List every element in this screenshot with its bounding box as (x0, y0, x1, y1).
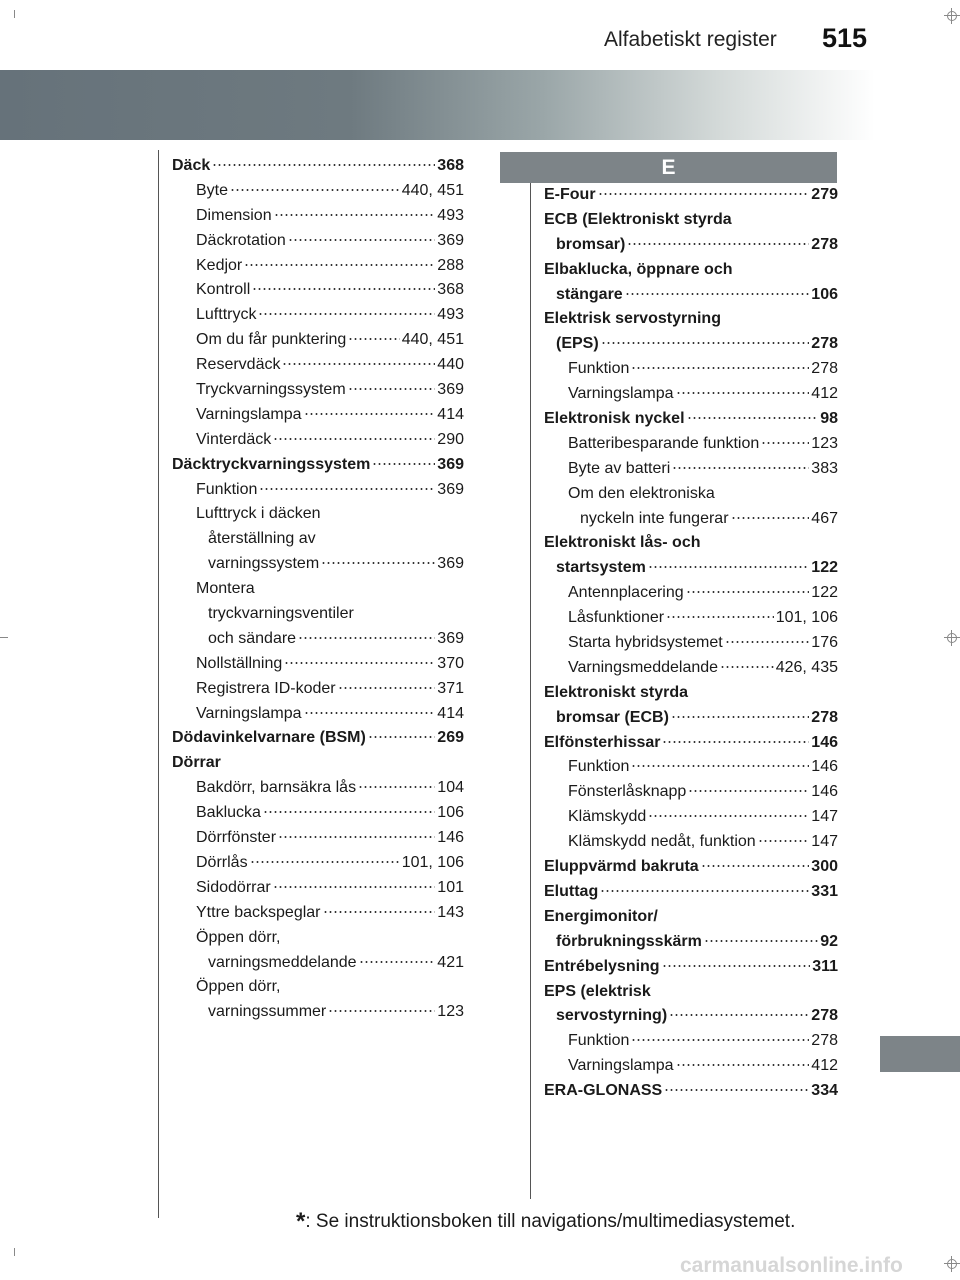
dot-leader (686, 583, 810, 597)
index-entry (172, 702, 464, 727)
index-entry-page: 493 (437, 306, 464, 324)
dot-leader (662, 957, 811, 971)
index-entry (172, 951, 464, 976)
dot-leader (359, 953, 436, 967)
dot-leader (230, 181, 400, 195)
index-entry-label: EPS (elektrisk (544, 982, 651, 1000)
dot-leader (338, 679, 436, 693)
footnote-star: * (296, 1208, 306, 1235)
dot-leader (701, 857, 810, 871)
index-entry (544, 1029, 838, 1054)
index-entry (172, 851, 464, 876)
index-entry (172, 328, 464, 353)
dot-leader (598, 185, 810, 199)
index-entry-label: Kontroll (196, 281, 251, 299)
index-entry-page: 146 (437, 829, 464, 847)
dot-leader (263, 803, 435, 817)
dot-leader (648, 807, 809, 821)
index-entry (172, 751, 464, 776)
index-entry-page: 371 (437, 679, 464, 697)
index-entry-page: 98 (820, 410, 838, 428)
index-entry (544, 556, 838, 581)
index-entry-page: 368 (437, 281, 464, 299)
index-entry-page: 278 (811, 1007, 838, 1025)
index-entry (172, 926, 464, 951)
index-entry (544, 208, 838, 233)
crop-mark-icon (0, 637, 8, 638)
index-entry (172, 204, 464, 229)
dot-leader (631, 359, 809, 373)
dot-leader (273, 878, 436, 892)
index-entry (172, 577, 464, 602)
dot-leader (720, 658, 774, 672)
index-entry-page: 101, 106 (401, 853, 464, 871)
index-entry-page: 123 (811, 434, 838, 452)
dot-leader (704, 932, 818, 946)
index-entry-label: Lufttryck i däcken (196, 505, 321, 523)
index-entry-page: 440, 451 (401, 181, 464, 199)
index-entry-page: 278 (811, 235, 838, 253)
index-entry (172, 726, 464, 751)
index-entry-label: Energimonitor/ (544, 907, 658, 925)
index-entry-label: Varningslampa (568, 385, 674, 403)
index-entry (172, 428, 464, 453)
index-entry (544, 656, 838, 681)
index-entry-page: 290 (437, 430, 464, 448)
index-entry (172, 901, 464, 926)
index-entry (544, 1079, 838, 1104)
dot-leader (288, 231, 435, 245)
index-entry-label: servostyrning) (556, 1007, 668, 1025)
index-entry-label: Däcktryckvarningssystem (172, 455, 371, 473)
index-entry-label: Vinterdäck (196, 430, 272, 448)
index-entry-page: 146 (811, 783, 838, 801)
index-entry-page: 147 (811, 833, 838, 851)
index-entry-label: Eluttag (544, 882, 599, 900)
index-entry-label: Dödavinkelvarnare (BSM) (172, 729, 366, 747)
index-entry-page: 101 (437, 878, 464, 896)
dot-leader (278, 828, 435, 842)
index-entry-page: 369 (437, 555, 464, 573)
index-entry-label: Elektroniskt styrda (544, 683, 689, 701)
dot-leader (298, 629, 435, 643)
index-entry-page: 278 (811, 335, 838, 353)
dot-leader (666, 608, 774, 622)
index-entry-label: förbrukningsskärm (556, 932, 702, 950)
letter-header-e: E (500, 152, 837, 183)
index-entry (172, 154, 464, 179)
dot-leader (600, 882, 809, 896)
index-entry-label: Dörrar (172, 754, 221, 772)
index-entry-page: 278 (811, 708, 838, 726)
index-entry-page: 279 (811, 186, 838, 203)
index-entry-page: 467 (811, 509, 838, 527)
index-entry-label: Funktion (568, 758, 630, 776)
index-entry-label: Dörrfönster (196, 829, 277, 847)
index-entry-label: Dimension (196, 206, 272, 224)
index-entry-page: 147 (811, 808, 838, 826)
index-entry-page: 146 (811, 733, 838, 751)
index-entry (172, 403, 464, 428)
index-entry-label: Dörrlås (196, 853, 248, 871)
index-entry-page: 146 (811, 758, 838, 776)
dot-leader (323, 903, 436, 917)
page-number: 515 (822, 23, 868, 53)
dot-leader (274, 206, 436, 220)
index-entry (544, 930, 838, 955)
index-entry-label: Fönsterlåsknapp (568, 783, 687, 801)
index-entry-page: 412 (811, 1057, 838, 1075)
dot-leader (648, 558, 809, 572)
index-entry-page: 369 (437, 629, 464, 647)
index-entry-label: bromsar (ECB) (556, 708, 669, 726)
index-entry-page: 278 (811, 360, 838, 378)
index-entry-label: Byte av batteri (568, 459, 671, 477)
index-entry-label: bromsar) (556, 235, 626, 253)
index-entry-label: Registrera ID-koder (196, 679, 336, 697)
index-entry-page: 122 (811, 584, 838, 602)
dot-leader (758, 832, 810, 846)
index-entry-label: Låsfunktioner (568, 609, 665, 627)
dot-leader (348, 330, 399, 344)
index-entry (544, 1004, 838, 1029)
dot-leader (244, 256, 435, 270)
index-entry-label: Elektroniskt lås- och (544, 534, 701, 552)
index-entry-page: 288 (437, 256, 464, 274)
index-entry-page: 368 (437, 157, 464, 174)
index-entry-label: startsystem (556, 559, 646, 577)
index-entry (172, 378, 464, 403)
index-entry-label: Lufttryck (196, 306, 257, 324)
index-entry (172, 652, 464, 677)
index-entry-page: 369 (437, 480, 464, 498)
index-entry (172, 801, 464, 826)
index-entry-label: Antennplacering (568, 584, 684, 602)
index-entry-label: Entrébelysning (544, 957, 660, 975)
dot-leader (321, 554, 435, 568)
index-entry (544, 1054, 838, 1079)
index-entry-page: 493 (437, 206, 464, 224)
dot-leader (250, 853, 400, 867)
index-entry-label: ERA-GLONASS (544, 1082, 663, 1100)
index-entry-page: 106 (437, 804, 464, 822)
index-entry-label: Om du får punktering (196, 331, 347, 349)
section-side-tab (880, 1036, 960, 1072)
index-entry-label: Baklucka (196, 804, 261, 822)
index-entry (172, 826, 464, 851)
index-entry-label: återställning av (208, 530, 316, 548)
index-entry-label: Om den elektroniska (568, 484, 715, 502)
index-entry (544, 905, 838, 930)
header-banner (0, 70, 875, 140)
index-entry-label: Däckrotation (196, 231, 286, 249)
index-entry (544, 457, 838, 482)
crop-mark-icon (14, 1248, 15, 1256)
index-entry-label: Varningslampa (196, 704, 302, 722)
watermark: carmanualsonline.info (680, 1254, 903, 1277)
registration-mark-icon (944, 1256, 960, 1272)
footnote-text: : Se instruktionsboken till navigations/multimediasystemet. (305, 1211, 796, 1232)
index-entry (544, 880, 838, 905)
dot-leader (662, 733, 809, 747)
index-entry-label: Eluppvärmd bakruta (544, 858, 699, 876)
index-entry (172, 1000, 464, 1025)
index-entry-page: 92 (820, 932, 838, 950)
index-entry-label: Elfönsterhissar (544, 733, 661, 751)
index-entry-label: Byte (196, 181, 229, 199)
index-entry (544, 830, 838, 855)
dot-leader (761, 434, 809, 448)
index-entry (172, 453, 464, 478)
index-entry-label: nyckeln inte fungerar (580, 509, 729, 527)
index-entry (544, 855, 838, 880)
dot-leader (304, 405, 436, 419)
index-entry-page: 414 (437, 704, 464, 722)
index-entry-label: Batteribesparande funktion (568, 434, 760, 452)
registration-mark-icon (944, 630, 960, 646)
dot-leader (669, 1006, 809, 1020)
index-entry-label: stängare (556, 285, 623, 303)
index-entry (172, 353, 464, 378)
dot-leader (731, 509, 810, 523)
index-entry-label: ECB (Elektroniskt styrda (544, 210, 732, 228)
dot-leader (671, 708, 809, 722)
index-entry (172, 975, 464, 1000)
index-entry-page: 123 (437, 1003, 464, 1021)
dot-leader (676, 1056, 810, 1070)
index-entry-label: Nollställning (196, 654, 283, 672)
index-entry (544, 755, 838, 780)
index-entry-label: Sidodörrar (196, 878, 271, 896)
index-entry-page: 414 (437, 405, 464, 423)
index-entry-label: tryckvarningsventiler (208, 605, 354, 623)
index-entry-label: Varningsmeddelande (568, 658, 719, 676)
dot-leader (625, 285, 810, 299)
index-entry-page: 334 (811, 1082, 838, 1100)
index-entry-label: Elektrisk servostyrning (544, 310, 721, 328)
dot-leader (358, 778, 435, 792)
index-entry-page: 106 (811, 285, 838, 303)
dot-leader (368, 728, 435, 742)
index-entry (544, 482, 838, 507)
index-entry (544, 581, 838, 606)
index-entry-label: (EPS) (556, 335, 599, 353)
index-entry (172, 229, 464, 254)
dot-leader (259, 480, 435, 494)
index-entry-label: och sändare (208, 629, 297, 647)
index-entry (544, 407, 838, 432)
index-entry-label: varningsmeddelande (208, 953, 357, 971)
index-entry-page: 278 (811, 1032, 838, 1050)
dot-leader (688, 782, 809, 796)
index-entry-label: varningssummer (208, 1003, 327, 1021)
index-entry-page: 269 (437, 729, 464, 747)
index-entry-page: 426, 435 (775, 658, 838, 676)
index-entry (172, 179, 464, 204)
index-entry (172, 303, 464, 328)
column-rule-left (158, 150, 159, 1218)
index-entry (544, 631, 838, 656)
index-entry-label: E-Four (544, 186, 596, 203)
index-entry-page: 440 (437, 356, 464, 374)
index-entry (544, 681, 838, 706)
index-entry-page: 369 (437, 381, 464, 399)
index-entry-page: 331 (811, 882, 838, 900)
index-entry (544, 606, 838, 631)
index-entry (172, 876, 464, 901)
index-entry-label: Elektronisk nyckel (544, 410, 685, 428)
dot-leader (282, 355, 435, 369)
index-entry-page: 369 (437, 231, 464, 249)
index-entry (172, 602, 464, 627)
index-entry-page: 383 (811, 459, 838, 477)
index-entry-label: Öppen dörr, (196, 928, 281, 946)
dot-leader (258, 305, 435, 319)
index-entry (544, 357, 838, 382)
index-entry (544, 507, 838, 532)
index-entry-label: Klämskydd nedåt, funktion (568, 833, 756, 851)
index-entry-page: 122 (811, 559, 838, 577)
index-entry-label: Tryckvarningssystem (196, 381, 346, 399)
dot-leader (664, 1081, 809, 1095)
index-entry (172, 502, 464, 527)
dot-leader (687, 409, 819, 423)
section-title: Alfabetiskt register (604, 28, 777, 51)
dot-leader (676, 384, 810, 398)
index-entry-page: 143 (437, 903, 464, 921)
index-entry-page: 311 (812, 957, 838, 975)
index-entry (172, 677, 464, 702)
index-entry-label: varningssystem (208, 555, 320, 573)
dot-leader (348, 380, 436, 394)
dot-leader (725, 633, 810, 647)
index-entry (544, 283, 838, 308)
index-entry-page: 370 (437, 654, 464, 672)
crop-mark-icon (14, 10, 15, 18)
index-entry-label: Varningslampa (568, 1057, 674, 1075)
index-entry (172, 254, 464, 279)
index-entry (544, 382, 838, 407)
column-rule-middle (530, 183, 531, 1199)
index-entry-label: Starta hybridsystemet (568, 634, 723, 652)
index-entry-label: Bakdörr, barnsäkra lås (196, 779, 357, 797)
index-entry (544, 531, 838, 556)
index-entry-page: 369 (437, 455, 464, 473)
index-entry-label: Funktion (196, 480, 258, 498)
index-entry-label: Reservdäck (196, 356, 281, 374)
registration-mark-icon (944, 8, 960, 24)
index-column-left (172, 154, 464, 1025)
index-entry-page: 300 (811, 858, 838, 876)
index-entry (544, 307, 838, 332)
index-entry (544, 955, 838, 980)
index-entry (172, 627, 464, 652)
index-entry (172, 552, 464, 577)
index-entry (544, 706, 838, 731)
index-entry (544, 805, 838, 830)
dot-leader (601, 334, 810, 348)
index-entry-page: 176 (811, 634, 838, 652)
index-entry (544, 731, 838, 756)
dot-leader (273, 430, 435, 444)
index-entry (172, 278, 464, 303)
index-entry-page: 440, 451 (401, 331, 464, 349)
dot-leader (284, 654, 435, 668)
index-entry (544, 432, 838, 457)
dot-leader (672, 459, 809, 473)
dot-leader (631, 1031, 809, 1045)
index-entry-page: 101, 106 (775, 609, 838, 627)
footnote (296, 1208, 795, 1236)
dot-leader (252, 280, 435, 294)
index-entry-label: Varningslampa (196, 405, 302, 423)
index-entry-label: Kedjor (196, 256, 243, 274)
index-entry-page: 104 (437, 779, 464, 797)
dot-leader (627, 235, 809, 249)
index-entry (544, 183, 838, 208)
index-entry (172, 527, 464, 552)
page-header (0, 0, 960, 70)
index-entry-label: Montera (196, 580, 255, 598)
dot-leader (631, 757, 809, 771)
index-entry (544, 780, 838, 805)
index-entry-label: Elbaklucka, öppnare och (544, 260, 733, 278)
index-entry (172, 776, 464, 801)
dot-leader (328, 1002, 435, 1016)
dot-leader (304, 704, 436, 718)
index-entry (544, 980, 838, 1005)
index-entry-label: Funktion (568, 360, 630, 378)
index-entry (544, 332, 838, 357)
index-entry-label: Yttre backspeglar (196, 903, 321, 921)
index-entry-page: 412 (811, 385, 838, 403)
index-entry-label: Funktion (568, 1032, 630, 1050)
index-entry-label: Däck (172, 157, 211, 174)
index-column-right (544, 183, 838, 1104)
index-entry-label: Klämskydd (568, 808, 647, 826)
index-entry-page: 421 (437, 953, 464, 971)
dot-leader (212, 156, 435, 170)
index-entry-label: Öppen dörr, (196, 978, 281, 996)
index-entry (544, 258, 838, 283)
dot-leader (372, 455, 435, 469)
index-entry (172, 478, 464, 503)
index-entry (544, 233, 838, 258)
